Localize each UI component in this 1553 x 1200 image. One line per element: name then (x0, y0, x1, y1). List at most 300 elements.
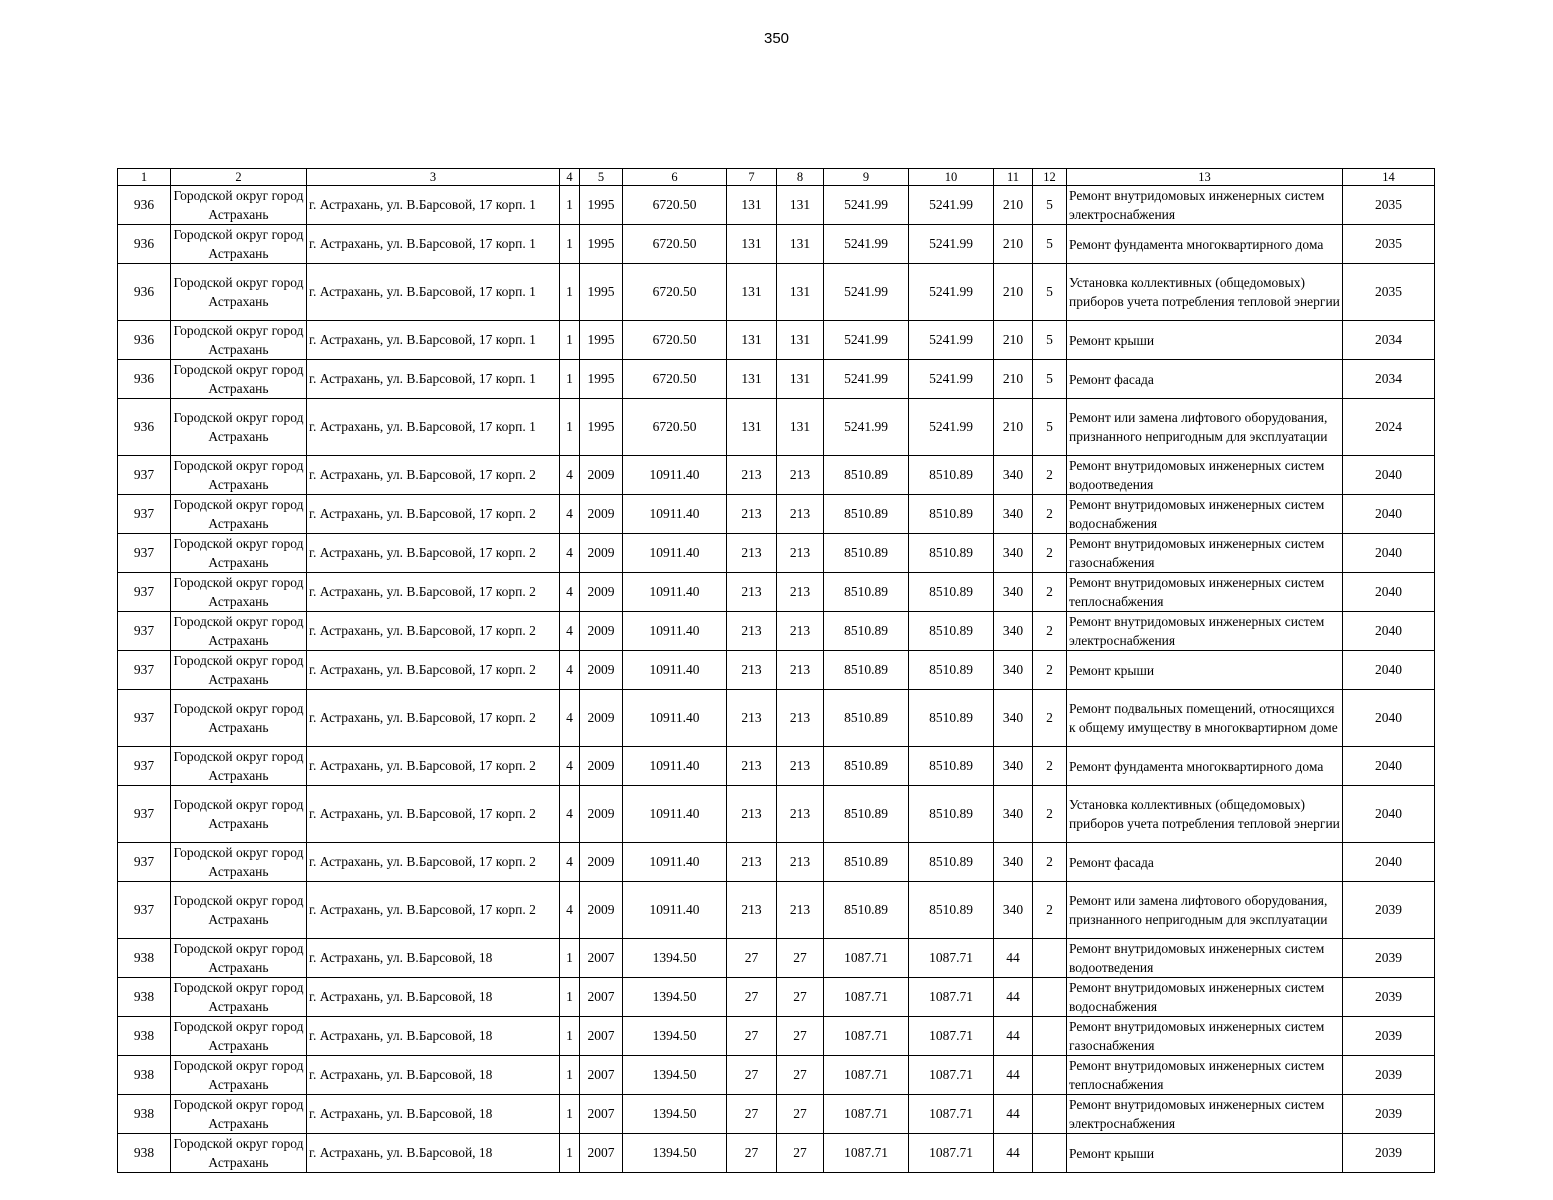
cell-col-3 (307, 747, 560, 786)
cell-text: 937 (133, 854, 155, 869)
cell-text: 2009 (587, 758, 615, 773)
cell-text: 6720.50 (652, 236, 697, 251)
cell-col-12 (1033, 321, 1067, 360)
cell-text: Ремонт крыши (1069, 1145, 1155, 1161)
cell-text: 8510.89 (929, 710, 973, 725)
cell-text: г. Астрахань, ул. В.Барсовой, 18 (309, 950, 493, 965)
cell-text: 8510.89 (844, 506, 888, 521)
table-row (118, 264, 1435, 321)
cell-col-12 (1033, 1095, 1067, 1134)
cell-col-11 (994, 534, 1033, 573)
cell-text: 937 (133, 584, 155, 599)
cell-col-9 (824, 1056, 909, 1095)
cell-text: 5 (1046, 197, 1053, 212)
cell-col-11 (994, 1095, 1033, 1134)
cell-text: 1087.71 (844, 950, 888, 965)
cell-text: 213 (741, 710, 762, 725)
cell-col-10 (909, 321, 994, 360)
cell-text: 210 (1002, 236, 1024, 251)
cell-col-1 (118, 1134, 171, 1173)
cell-text: г. Астрахань, ул. В.Барсовой, 17 корп. 2 (309, 854, 536, 869)
cell-col-13 (1067, 534, 1343, 573)
cell-col-4 (560, 1017, 580, 1056)
cell-col-12 (1033, 225, 1067, 264)
cell-text: г. Астрахань, ул. В.Барсовой, 17 корп. 2 (309, 506, 536, 521)
cell-text: Городской округ город Астрахань (173, 323, 304, 357)
cell-col-12 (1033, 399, 1067, 456)
cell-col-6 (623, 612, 727, 651)
cell-text: 1087.71 (929, 1067, 973, 1082)
cell-col-1 (118, 186, 171, 225)
cell-col-7 (727, 264, 777, 321)
cell-col-11 (994, 360, 1033, 399)
cell-text: 1995 (587, 236, 615, 251)
cell-text: 936 (133, 371, 155, 386)
cell-col-6 (623, 495, 727, 534)
cell-col-10 (909, 1134, 994, 1173)
cell-col-6 (623, 939, 727, 978)
cell-col-13 (1067, 612, 1343, 651)
cell-col-8 (777, 939, 824, 978)
cell-col-4 (560, 1056, 580, 1095)
cell-text: 213 (789, 902, 811, 917)
cell-text: 6720.50 (652, 197, 697, 212)
cell-text: 2034 (1375, 371, 1402, 386)
cell-col-12 (1033, 456, 1067, 495)
cell-text: 8510.89 (844, 584, 888, 599)
cell-col-10 (909, 651, 994, 690)
cell-text: 213 (741, 467, 762, 482)
cell-text: Ремонт или замена лифтового оборудования, признанного непригодным для эксплуатации (1069, 410, 1328, 444)
cell-col-9 (824, 1095, 909, 1134)
table-body (118, 186, 1435, 1173)
cell-text: 5 (1046, 371, 1053, 386)
cell-text: 8510.89 (844, 467, 888, 482)
cell-col-5 (580, 456, 623, 495)
cell-text: 10911.40 (649, 710, 700, 725)
table-row (118, 939, 1435, 978)
cell-text: Ремонт или замена лифтового оборудования, признанного непригодным для эксплуатации (1069, 893, 1328, 927)
cell-text: 1394.50 (652, 1028, 697, 1043)
cell-col-13 (1067, 186, 1343, 225)
cell-col-4 (560, 399, 580, 456)
cell-col-12 (1033, 690, 1067, 747)
cell-text: 938 (133, 1145, 155, 1160)
cell-text: 27 (793, 950, 807, 965)
cell-col-6 (623, 882, 727, 939)
cell-col-12 (1033, 264, 1067, 321)
cell-text: 27 (793, 1106, 807, 1121)
cell-col-10 (909, 882, 994, 939)
cell-col-9 (824, 573, 909, 612)
cell-text: 8510.89 (929, 545, 973, 560)
cell-col-7 (727, 534, 777, 573)
cell-text: 2040 (1375, 584, 1402, 599)
cell-col-13 (1067, 939, 1343, 978)
cell-col-2 (171, 225, 307, 264)
cell-col-2 (171, 1056, 307, 1095)
cell-col-9 (824, 186, 909, 225)
cell-text: 2 (1046, 662, 1053, 677)
cell-text: 213 (789, 545, 811, 560)
cell-col-9 (824, 534, 909, 573)
cell-col-13 (1067, 495, 1343, 534)
cell-text: 131 (789, 284, 811, 299)
cell-col-14 (1343, 573, 1435, 612)
cell-text: г. Астрахань, ул. В.Барсовой, 18 (309, 989, 493, 1004)
cell-text: 1087.71 (844, 1106, 888, 1121)
cell-text: 4 (566, 662, 573, 677)
cell-text: 131 (789, 197, 811, 212)
cell-col-14 (1343, 225, 1435, 264)
cell-text: 2009 (587, 854, 615, 869)
cell-col-7 (727, 843, 777, 882)
cell-col-12 (1033, 612, 1067, 651)
cell-text: 2040 (1375, 623, 1402, 638)
cell-text: Городской округ город Астрахань (173, 614, 304, 648)
table-row (118, 321, 1435, 360)
cell-col-4 (560, 939, 580, 978)
cell-col-7 (727, 939, 777, 978)
cell-col-13 (1067, 360, 1343, 399)
cell-text: Ремонт фундамента многоквартирного дома (1069, 236, 1324, 252)
column-header-3: 3 (307, 169, 560, 186)
cell-col-11 (994, 1134, 1033, 1173)
cell-text: 2040 (1375, 710, 1402, 725)
cell-text: 131 (741, 236, 762, 251)
cell-col-5 (580, 939, 623, 978)
cell-col-14 (1343, 1095, 1435, 1134)
cell-text: 1087.71 (929, 989, 973, 1004)
cell-col-13 (1067, 573, 1343, 612)
cell-text: 937 (133, 662, 155, 677)
cell-text: 340 (1002, 506, 1024, 521)
cell-text: 213 (789, 854, 811, 869)
cell-text: 1087.71 (844, 1028, 888, 1043)
cell-col-14 (1343, 321, 1435, 360)
cell-col-9 (824, 321, 909, 360)
cell-text: 936 (133, 197, 155, 212)
cell-col-6 (623, 321, 727, 360)
cell-col-5 (580, 321, 623, 360)
cell-col-14 (1343, 978, 1435, 1017)
cell-text: 340 (1002, 758, 1024, 773)
cell-text: 8510.89 (929, 758, 973, 773)
cell-col-6 (623, 573, 727, 612)
cell-col-9 (824, 651, 909, 690)
cell-col-11 (994, 186, 1033, 225)
cell-col-6 (623, 786, 727, 843)
cell-col-5 (580, 360, 623, 399)
cell-col-12 (1033, 786, 1067, 843)
cell-text: 213 (741, 758, 762, 773)
cell-col-8 (777, 1017, 824, 1056)
cell-col-6 (623, 747, 727, 786)
cell-col-14 (1343, 939, 1435, 978)
cell-text: 1 (566, 950, 573, 965)
cell-text: 5241.99 (844, 332, 888, 347)
cell-col-9 (824, 264, 909, 321)
cell-text: 213 (789, 662, 811, 677)
cell-col-13 (1067, 690, 1343, 747)
cell-text: 1 (566, 1145, 573, 1160)
cell-text: Ремонт внутридомовых инженерных систем водоотведения (1069, 458, 1325, 492)
table-row (118, 786, 1435, 843)
cell-col-12 (1033, 747, 1067, 786)
cell-col-6 (623, 456, 727, 495)
cell-text: 937 (133, 710, 155, 725)
cell-text: г. Астрахань, ул. В.Барсовой, 17 корп. 2 (309, 662, 536, 677)
cell-col-12 (1033, 360, 1067, 399)
cell-text: 10911.40 (649, 902, 700, 917)
cell-col-7 (727, 747, 777, 786)
cell-col-6 (623, 360, 727, 399)
cell-col-8 (777, 225, 824, 264)
cell-col-5 (580, 186, 623, 225)
cell-text: 27 (744, 1028, 759, 1043)
cell-text: 1394.50 (652, 950, 697, 965)
cell-col-9 (824, 225, 909, 264)
cell-text: 10911.40 (649, 854, 700, 869)
cell-text: 1 (566, 1067, 573, 1082)
cell-col-1 (118, 651, 171, 690)
table-row (118, 1134, 1435, 1173)
cell-col-9 (824, 882, 909, 939)
cell-text: 213 (789, 758, 811, 773)
cell-col-11 (994, 786, 1033, 843)
table-row (118, 690, 1435, 747)
cell-col-5 (580, 843, 623, 882)
cell-col-2 (171, 1095, 307, 1134)
cell-col-12 (1033, 573, 1067, 612)
cell-text: 131 (789, 332, 811, 347)
cell-text: 5241.99 (929, 419, 973, 434)
cell-col-3 (307, 651, 560, 690)
cell-col-1 (118, 882, 171, 939)
cell-text: Ремонт внутридомовых инженерных систем электроснабжения (1069, 614, 1325, 648)
cell-col-7 (727, 399, 777, 456)
cell-col-8 (777, 1056, 824, 1095)
cell-text: 938 (133, 1106, 155, 1121)
cell-col-11 (994, 225, 1033, 264)
cell-text: 2040 (1375, 854, 1402, 869)
cell-col-1 (118, 1017, 171, 1056)
cell-col-14 (1343, 186, 1435, 225)
cell-text: Городской округ город Астрахань (173, 497, 304, 531)
cell-col-1 (118, 690, 171, 747)
cell-col-13 (1067, 456, 1343, 495)
cell-col-7 (727, 786, 777, 843)
cell-col-8 (777, 534, 824, 573)
cell-text: г. Астрахань, ул. В.Барсовой, 17 корп. 2 (309, 758, 536, 773)
cell-col-14 (1343, 612, 1435, 651)
cell-text: Ремонт фундамента многоквартирного дома (1069, 758, 1324, 774)
cell-col-10 (909, 264, 994, 321)
cell-text: 1995 (587, 332, 615, 347)
cell-text: 2039 (1375, 1028, 1402, 1043)
cell-col-7 (727, 690, 777, 747)
cell-col-13 (1067, 651, 1343, 690)
cell-col-4 (560, 747, 580, 786)
cell-col-14 (1343, 843, 1435, 882)
cell-text: Установка коллективных (общедомовых) приборов учета потребления тепловой энергии (1069, 275, 1340, 309)
cell-text: Городской округ город Астрахань (173, 653, 304, 687)
cell-col-4 (560, 534, 580, 573)
housing-repair-table (117, 168, 1435, 1173)
cell-text: 2040 (1375, 662, 1402, 677)
cell-col-3 (307, 1056, 560, 1095)
cell-col-7 (727, 1056, 777, 1095)
cell-text: 27 (793, 1067, 807, 1082)
cell-text: 1995 (587, 419, 615, 434)
cell-text: г. Астрахань, ул. В.Барсовой, 18 (309, 1106, 493, 1121)
cell-col-13 (1067, 1017, 1343, 1056)
cell-col-13 (1067, 225, 1343, 264)
cell-col-7 (727, 495, 777, 534)
cell-col-7 (727, 651, 777, 690)
cell-text: 2040 (1375, 467, 1402, 482)
cell-text: 5 (1046, 284, 1053, 299)
cell-col-10 (909, 573, 994, 612)
cell-col-4 (560, 186, 580, 225)
cell-col-3 (307, 186, 560, 225)
cell-col-2 (171, 843, 307, 882)
cell-col-7 (727, 456, 777, 495)
cell-col-9 (824, 1017, 909, 1056)
column-header-12: 12 (1033, 169, 1067, 186)
cell-text: 1087.71 (929, 1028, 973, 1043)
cell-text: 340 (1002, 806, 1024, 821)
column-header-6: 6 (623, 169, 727, 186)
cell-text: 340 (1002, 710, 1024, 725)
cell-col-3 (307, 573, 560, 612)
cell-col-13 (1067, 882, 1343, 939)
cell-col-3 (307, 360, 560, 399)
cell-text: 44 (1006, 989, 1020, 1004)
cell-text: 8510.89 (929, 902, 973, 917)
cell-col-11 (994, 747, 1033, 786)
cell-col-8 (777, 747, 824, 786)
column-header-9: 9 (824, 169, 909, 186)
cell-col-9 (824, 399, 909, 456)
cell-col-12 (1033, 978, 1067, 1017)
cell-col-4 (560, 843, 580, 882)
cell-text: Городской округ город Астрахань (173, 1058, 304, 1092)
cell-col-11 (994, 456, 1033, 495)
cell-col-10 (909, 786, 994, 843)
table-row (118, 978, 1435, 1017)
cell-text: г. Астрахань, ул. В.Барсовой, 18 (309, 1067, 493, 1082)
cell-col-6 (623, 1095, 727, 1134)
table-row (118, 495, 1435, 534)
cell-text: 44 (1006, 1106, 1020, 1121)
cell-text: 4 (566, 545, 573, 560)
cell-text: 2035 (1375, 197, 1402, 212)
cell-col-10 (909, 495, 994, 534)
cell-text: Городской округ город Астрахань (173, 188, 304, 222)
cell-text: Городской округ город Астрахань (173, 1019, 304, 1053)
cell-text: 210 (1002, 332, 1024, 347)
cell-col-13 (1067, 321, 1343, 360)
cell-col-6 (623, 843, 727, 882)
cell-text: Городской округ город Астрахань (173, 749, 304, 783)
cell-col-3 (307, 882, 560, 939)
cell-col-1 (118, 978, 171, 1017)
cell-text: 1 (566, 989, 573, 1004)
cell-col-3 (307, 456, 560, 495)
cell-text: 210 (1002, 284, 1024, 299)
cell-text: 4 (566, 506, 573, 521)
cell-col-9 (824, 456, 909, 495)
cell-text: г. Астрахань, ул. В.Барсовой, 18 (309, 1028, 493, 1043)
cell-text: 2035 (1375, 236, 1402, 251)
cell-text: 8510.89 (844, 758, 888, 773)
cell-text: 340 (1002, 623, 1024, 638)
cell-col-13 (1067, 843, 1343, 882)
cell-text: 5241.99 (844, 371, 888, 386)
cell-text: Ремонт внутридомовых инженерных систем теплоснабжения (1069, 1058, 1325, 1092)
cell-text: 938 (133, 1067, 155, 1082)
cell-text: г. Астрахань, ул. В.Барсовой, 17 корп. 2 (309, 467, 536, 482)
cell-text: 937 (133, 545, 155, 560)
cell-col-11 (994, 573, 1033, 612)
cell-text: 1394.50 (652, 1145, 697, 1160)
table-row (118, 1017, 1435, 1056)
cell-text: 213 (789, 584, 811, 599)
cell-col-3 (307, 495, 560, 534)
cell-text: Ремонт внутридомовых инженерных систем газоснабжения (1069, 536, 1325, 570)
cell-text: 131 (741, 371, 762, 386)
cell-col-5 (580, 534, 623, 573)
cell-col-8 (777, 321, 824, 360)
cell-text: г. Астрахань, ул. В.Барсовой, 17 корп. 2 (309, 545, 536, 560)
cell-col-4 (560, 264, 580, 321)
cell-text: 2039 (1375, 950, 1402, 965)
cell-text: г. Астрахань, ул. В.Барсовой, 17 корп. 1 (309, 197, 536, 212)
cell-col-14 (1343, 495, 1435, 534)
cell-col-10 (909, 186, 994, 225)
cell-text: 27 (793, 1145, 807, 1160)
cell-text: 2009 (587, 623, 615, 638)
cell-text: 340 (1002, 662, 1024, 677)
cell-col-8 (777, 1095, 824, 1134)
cell-col-10 (909, 399, 994, 456)
cell-col-4 (560, 495, 580, 534)
cell-text: 27 (793, 989, 807, 1004)
cell-col-14 (1343, 1056, 1435, 1095)
cell-text: 2024 (1375, 419, 1402, 434)
cell-text: 27 (744, 989, 759, 1004)
cell-text: Ремонт фасада (1069, 854, 1154, 870)
cell-text: 5241.99 (929, 332, 973, 347)
cell-text: Городской округ город Астрахань (173, 701, 304, 735)
cell-col-9 (824, 939, 909, 978)
cell-col-8 (777, 186, 824, 225)
cell-text: г. Астрахань, ул. В.Барсовой, 17 корп. 1 (309, 236, 536, 251)
cell-col-5 (580, 882, 623, 939)
cell-text: 5241.99 (929, 371, 973, 386)
cell-text: 210 (1002, 419, 1024, 434)
cell-text: г. Астрахань, ул. В.Барсовой, 17 корп. 2 (309, 806, 536, 821)
cell-col-12 (1033, 1056, 1067, 1095)
header-row (118, 169, 1435, 186)
cell-text: 1 (566, 371, 573, 386)
cell-col-14 (1343, 786, 1435, 843)
cell-col-1 (118, 1095, 171, 1134)
cell-text: 5241.99 (844, 197, 888, 212)
cell-text: 2039 (1375, 1067, 1402, 1082)
cell-col-3 (307, 939, 560, 978)
